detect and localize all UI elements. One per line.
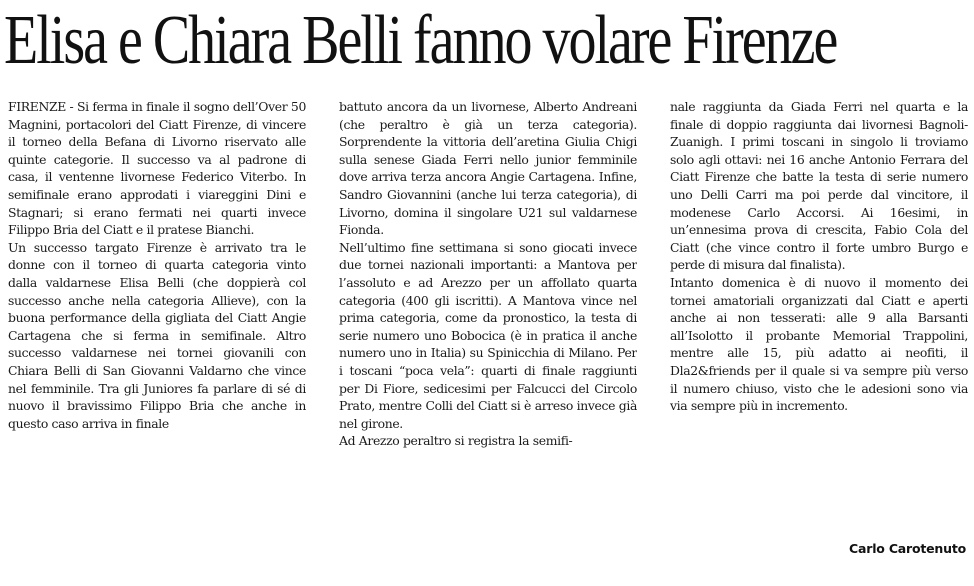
article-paragraph: nale raggiunta da Giada Ferri nel quarta e la finale di doppio raggiunta dai livornesi Bagnoli-Zuanigh. I primi toscani in singolo li troviamo solo agli ottavi: nei 16 anche Antonio Ferrara del Ciatt Firenze che batte la testa di serie numero uno Delli Carri ma poi perde dal vincitore, il modenese Carlo Accorsi. Ai 16esimi, in un’ennesima prova di crescita, Fabio Cola del Ciatt (che vince contro il forte umbro Burgo e perde di misura dal finalista). bbox=[670, 99, 968, 273]
article-author: Carlo Carotenuto bbox=[849, 541, 966, 556]
article-paragraph: Nell’ultimo fine settimana si sono giocati invece due tornei nazionali importanti: a Mantova per l’assoluto e ad Arezzo per un affollato quarta categoria (400 gli iscritti). A Mantova vince nel prima categoria, come da pronostico, la testa di serie numero uno Bobocica (è in pratica il anche numero uno in Italia) su Spinicchia di Milano. Per i toscani “poca vela”: quarti di finale raggiunti per Di Fiore, sedicesimi per Falcucci del Circolo Prato, mentre Colli del Ciatt si è arreso invece già nel girone. bbox=[339, 239, 637, 431]
article-paragraph: Un successo targato Firenze è arrivato tra le donne con il torneo di quarta categoria vinto dalla valdarnese Elisa Belli (che doppierà col successo anche nella categoria Allieve), con la buona performance della gigliata del Ciatt Angie Cartagena che si ferma in semifinale. Altro successo valdarnese nei tornei giovanili con Chiara Belli di San Giovanni Valdarno che vince nel femminile. Tra gli Juniores fa parlare di sé di nuovo il bravissimo Filippo Bria che anche in questo caso arriva in finale bbox=[8, 239, 306, 431]
article-paragraph: battuto ancora da un livornese, Alberto Andreani (che peraltro è già un terza categoria). Sorprendente la vittoria dell’aretina Giulia Chigi sulla senese Giada Ferri nello junior femminile dove arriva terza ancora Angie Cartagena. Infine, Sandro Giovannini (anche lui terza categoria), di Livorno, domina il singolare U21 sul valdarnese Fionda. bbox=[339, 99, 637, 238]
article-headline: Elisa e Chiara Belli fanno volare Firenze bbox=[4, 2, 837, 79]
article-body bbox=[8, 98, 970, 558]
article-column-1 bbox=[8, 98, 306, 558]
article-paragraph: Intanto domenica è di nuovo il momento dei tornei amatoriali organizzati dal Ciatt e aperti anche ai non tesserati: alle 9 alla Barsanti all’Isolotto il probante Memorial Trappolini, mentre alle 15, più adatto ai neofiti, il Dla2&friends per il quale si va sempre più verso il numero chiuso, visto che le adesioni sono via via sempre più in incremento. bbox=[670, 274, 968, 414]
article-paragraph: Ad Arezzo peraltro si registra la semifi- bbox=[339, 433, 573, 449]
article-paragraph: FIRENZE - Si ferma in finale il sogno dell’Over 50 Magnini, portacolori del Ciatt Firenze, di vincere il torneo della Befana di Livorno riservato alle quinte categorie. Il successo va al padrone di casa, il ventenne livornese Federico Viterbo. In semifinale erano approdati i viareggini Dini e Stagnari; si erano fermati nei quarti invece Filippo Bria del Ciatt e il pratese Bianchi. bbox=[8, 99, 306, 238]
article-column-3 bbox=[670, 98, 968, 558]
article-column-2 bbox=[339, 98, 637, 558]
